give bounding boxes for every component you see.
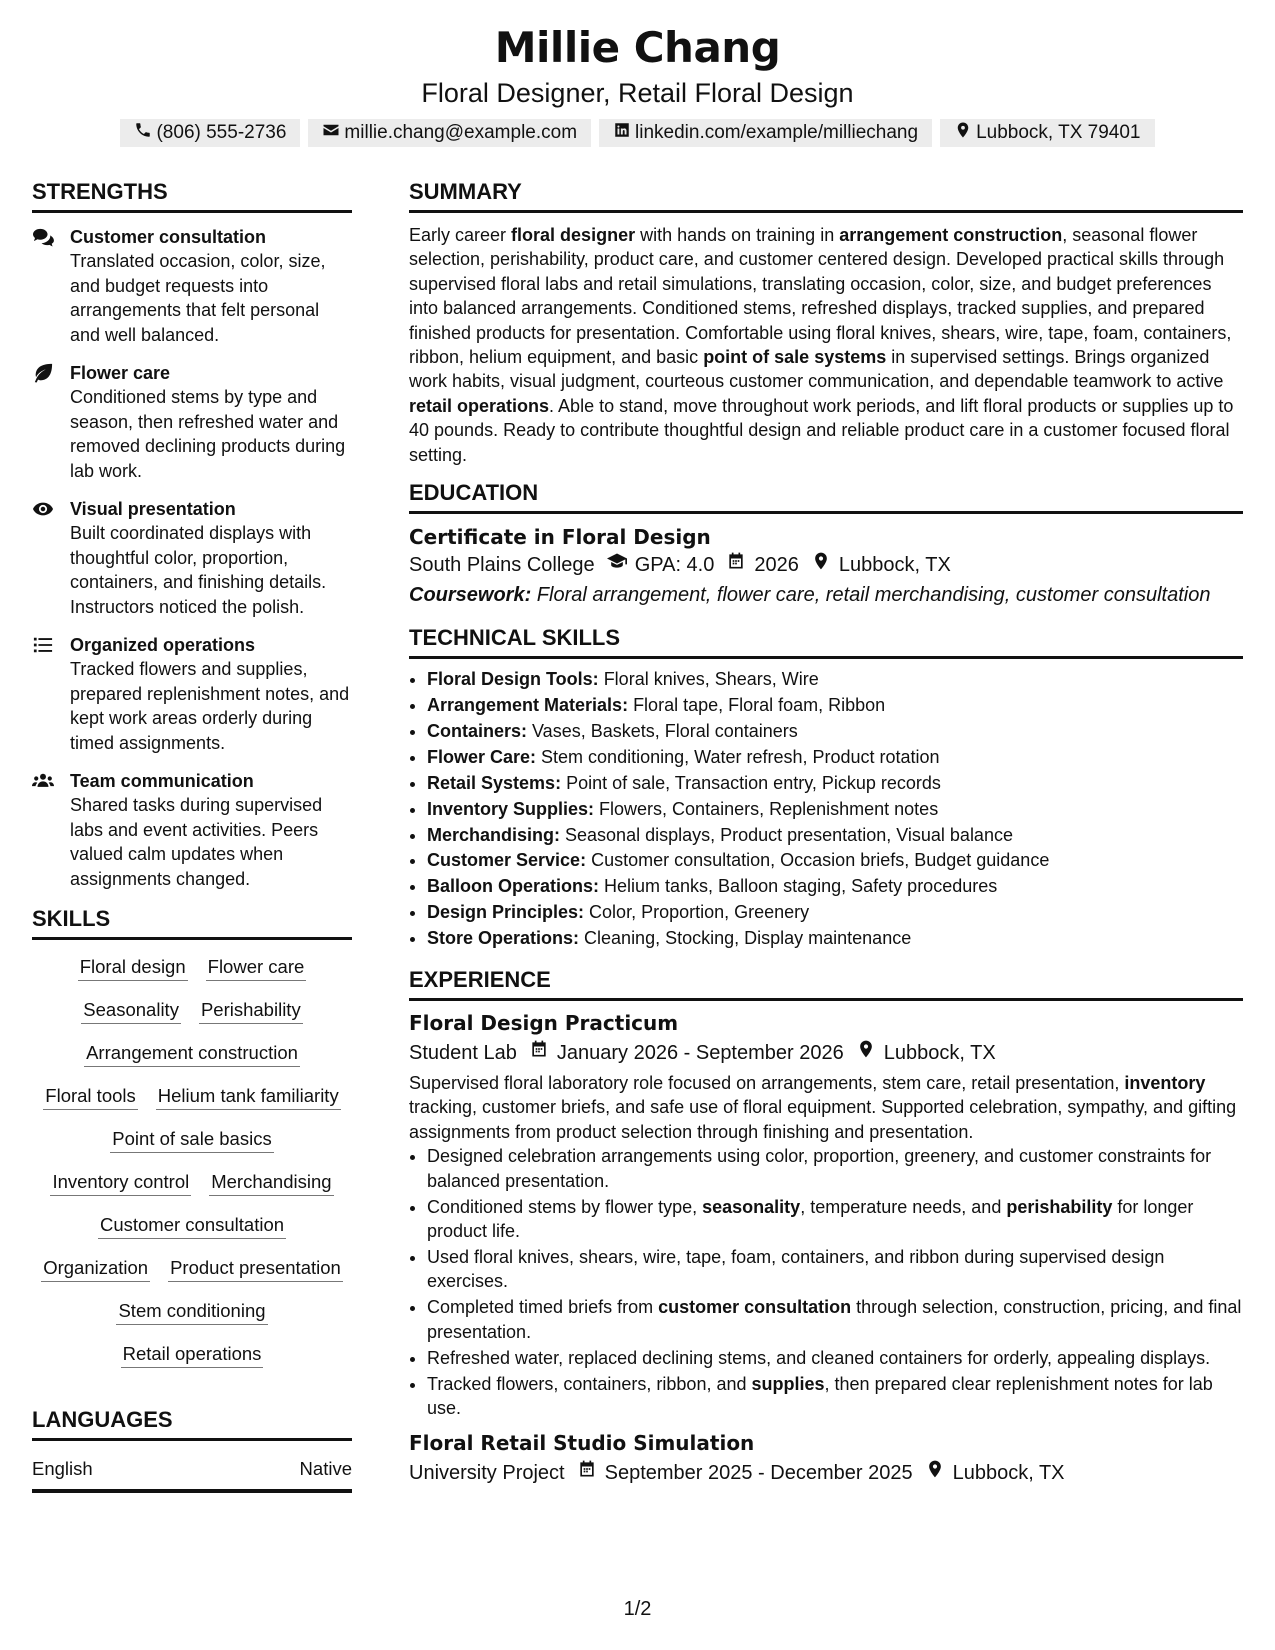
skill-tag: Customer consultation xyxy=(98,1212,286,1239)
skill-label: Balloon Operations: xyxy=(427,876,600,897)
left-column xyxy=(32,178,352,1493)
experience-org: Student Lab xyxy=(409,1042,517,1065)
phone-icon xyxy=(134,121,152,145)
experience-meta xyxy=(409,1037,1243,1069)
eye-icon xyxy=(32,497,70,619)
skill-value: Flowers, Containers, Replenishment notes xyxy=(594,798,939,819)
emphasis-text: floral designer xyxy=(511,225,636,245)
strength-title: Visual presentation xyxy=(70,499,236,519)
text-segment: Completed timed briefs from xyxy=(427,1297,659,1318)
language-level: Native xyxy=(299,1458,352,1479)
languages-heading: LANGUAGES xyxy=(32,1406,352,1441)
experience-entry xyxy=(409,1429,1243,1489)
skill-label: Design Principles: xyxy=(427,902,585,923)
list-item xyxy=(427,719,1243,745)
education-meta xyxy=(409,550,1243,580)
summary-heading: SUMMARY xyxy=(409,178,1243,213)
contact-email[interactable] xyxy=(308,119,591,147)
list-item xyxy=(427,745,1243,771)
calendar-icon xyxy=(565,1457,605,1489)
experience-bullets xyxy=(409,1144,1243,1420)
experience-location: Lubbock, TX xyxy=(883,1042,996,1065)
strength-item xyxy=(32,769,352,891)
contact-linkedin-text: linkedin.com/example/milliechang xyxy=(635,122,919,143)
skill-label: Inventory Supplies: xyxy=(427,798,595,819)
emphasis-text: retail operations xyxy=(409,395,550,416)
emphasis-text: customer consultation xyxy=(658,1297,852,1318)
text-segment: tracking, customer briefs, and safe use of floral equipment. Supported celebration, sympathy, and gifting assignments from product selection through finishing and presentation. xyxy=(409,1097,1237,1142)
skill-tag: Point of sale basics xyxy=(110,1126,273,1153)
strength-title: Team communication xyxy=(70,771,254,791)
text-segment: Designed celebration arrangements using color, proportion, greenery, and customer constraints for balanced presentation. xyxy=(427,1146,1212,1191)
location-pin-icon xyxy=(799,550,839,580)
experience-org: University Project xyxy=(409,1461,565,1484)
skill-label: Merchandising: xyxy=(427,824,561,845)
text-segment: , then prepared clear replenishment notes for lab use. xyxy=(427,1373,1213,1419)
strength-title: Organized operations xyxy=(70,635,256,655)
emphasis-text: seasonality xyxy=(702,1196,801,1217)
text-segment: for longer product life. xyxy=(427,1196,1194,1242)
skill-tag: Floral design xyxy=(78,954,188,981)
list-icon xyxy=(32,633,70,755)
gpa: GPA: 4.0 xyxy=(634,554,715,577)
experience-dates: January 2026 - September 2026 xyxy=(556,1042,844,1065)
coursework-label: Coursework: xyxy=(409,584,532,607)
leaf-icon xyxy=(32,361,70,483)
skills-section xyxy=(32,905,352,1368)
skill-value: Floral tape, Floral foam, Ribbon xyxy=(628,694,886,715)
emphasis-text: inventory xyxy=(1124,1073,1206,1094)
strength-item xyxy=(32,361,352,483)
skill-tag: Organization xyxy=(41,1255,150,1282)
experience-title: Floral Retail Studio Simulation xyxy=(409,1430,755,1455)
text-segment: Early career xyxy=(409,225,512,245)
contact-linkedin[interactable] xyxy=(599,119,932,147)
emphasis-text: supplies xyxy=(751,1373,825,1394)
skill-tag: Retail operations xyxy=(121,1341,264,1368)
list-item xyxy=(427,1346,1243,1370)
list-item xyxy=(427,848,1243,874)
job-title: Floral Designer, Retail Floral Design xyxy=(421,78,854,108)
graduation-year: 2026 xyxy=(754,554,799,577)
summary-text xyxy=(409,223,1243,467)
skill-value: Helium tanks, Balloon staging, Safety procedures xyxy=(599,876,998,897)
skill-value: Customer consultation, Occasion briefs, Budget guidance xyxy=(586,850,1050,871)
list-item xyxy=(427,1295,1243,1344)
skill-label: Arrangement Materials: xyxy=(427,694,629,715)
emphasis-text: arrangement construction xyxy=(839,225,1063,245)
strength-desc: Tracked flowers and supplies, prepared replenishment notes, and kept work areas orderly during timed assignments. xyxy=(70,659,350,753)
list-item xyxy=(427,1245,1243,1294)
text-segment: Supervised floral laboratory role focused on arrangements, stem care, retail presentation, xyxy=(409,1073,1125,1094)
language-name: English xyxy=(32,1458,93,1479)
skill-value: Cleaning, Stocking, Display maintenance xyxy=(579,928,912,949)
experience-description xyxy=(409,1071,1243,1144)
strength-item xyxy=(32,497,352,619)
calendar-icon xyxy=(714,550,754,580)
experience-location: Lubbock, TX xyxy=(952,1461,1065,1484)
list-item xyxy=(427,874,1243,900)
skill-value: Color, Proportion, Greenery xyxy=(584,902,810,923)
list-item xyxy=(427,693,1243,719)
experience-dates: September 2025 - December 2025 xyxy=(604,1461,913,1484)
list-item xyxy=(427,926,1243,952)
strength-title: Flower care xyxy=(70,363,171,383)
strength-desc: Shared tasks during supervised labs and event activities. Peers valued calm updates when assignments changed. xyxy=(70,795,323,889)
strengths-section xyxy=(32,178,352,891)
text-segment: Used floral knives, shears, wire, tape, foam, containers, and ribbon during supervised design exercises. xyxy=(427,1247,1165,1292)
contact-location xyxy=(940,119,1154,147)
list-item xyxy=(427,823,1243,849)
location-pin-icon xyxy=(844,1037,884,1069)
text-segment: Tracked flowers, containers, ribbon, and xyxy=(427,1373,752,1394)
skill-tag: Stem conditioning xyxy=(116,1298,267,1325)
skill-label: Retail Systems: xyxy=(427,772,562,793)
experience-meta xyxy=(409,1457,1243,1489)
text-segment: Conditioned stems by flower type, xyxy=(427,1196,703,1217)
candidate-name: Millie Chang xyxy=(494,23,781,72)
skill-label: Customer Service: xyxy=(427,850,587,871)
text-segment: , temperature needs, and xyxy=(800,1196,1007,1217)
experience-section xyxy=(409,966,1243,1489)
page-number: 1/2 xyxy=(623,1598,652,1620)
skill-tag: Perishability xyxy=(199,997,303,1024)
technical-skills-list xyxy=(409,667,1243,952)
skill-label: Containers: xyxy=(427,720,528,741)
skill-tag: Floral tools xyxy=(43,1083,137,1110)
skill-tag: Inventory control xyxy=(50,1169,191,1196)
location-pin-icon xyxy=(913,1457,953,1489)
strength-desc: Conditioned stems by type and season, then refreshed water and removed declining products during lab work. xyxy=(70,387,346,481)
degree-title: Certificate in Floral Design xyxy=(409,525,711,550)
location-pin-icon xyxy=(954,121,972,145)
calendar-icon xyxy=(517,1037,557,1069)
contact-phone-text: (806) 555-2736 xyxy=(156,122,287,143)
experience-title: Floral Design Practicum xyxy=(409,1011,679,1036)
skill-value: Point of sale, Transaction entry, Pickup records xyxy=(561,772,941,793)
skill-value: Vases, Baskets, Floral containers xyxy=(527,720,798,741)
text-segment: , seasonal flower selection, perishability, product care, and customer centered design. Developed practical skills through supervised floral labs and retail simulations, translating occasion, color, size, and budget preferences into balanced arrangements. Conditioned stems, refreshed displays, tracked supplies, and prepared finished products for presentation. Comfortable using floral knives, shears, wire, tape, foam, containers, ribbon, helium equipment, and basic xyxy=(409,225,1232,368)
skill-label: Floral Design Tools: xyxy=(427,669,599,690)
skill-tag: Arrangement construction xyxy=(84,1040,300,1067)
right-column xyxy=(409,178,1243,1489)
skill-label: Flower Care: xyxy=(427,746,537,767)
resume-header xyxy=(0,22,1275,147)
list-item xyxy=(427,797,1243,823)
list-item xyxy=(427,667,1243,693)
list-item xyxy=(427,1372,1243,1421)
summary-section xyxy=(409,178,1243,467)
language-row xyxy=(32,1457,352,1493)
contact-phone[interactable] xyxy=(120,119,300,147)
list-item xyxy=(427,771,1243,797)
skill-tag: Product presentation xyxy=(168,1255,343,1282)
list-item xyxy=(427,900,1243,926)
strength-item xyxy=(32,225,352,347)
coursework xyxy=(409,580,1243,610)
contact-location-text: Lubbock, TX 79401 xyxy=(976,122,1141,143)
education-section xyxy=(409,479,1243,610)
strengths-heading: STRENGTHS xyxy=(32,178,352,213)
list-item xyxy=(427,1195,1243,1244)
skill-label: Store Operations: xyxy=(427,928,580,949)
strength-desc: Translated occasion, color, size, and budget requests into arrangements that felt personal and well balanced. xyxy=(70,251,326,345)
text-segment: with hands on training in xyxy=(635,225,840,245)
skill-tag: Helium tank familiarity xyxy=(156,1083,341,1110)
contact-bar xyxy=(0,119,1275,147)
graduation-cap-icon xyxy=(595,550,635,580)
skill-tag: Merchandising xyxy=(209,1169,333,1196)
experience-entry xyxy=(409,1009,1243,1421)
envelope-icon xyxy=(322,121,340,145)
emphasis-text: point of sale systems xyxy=(703,347,887,368)
strength-item xyxy=(32,633,352,755)
technical-skills-heading: TECHNICAL SKILLS xyxy=(409,624,1243,659)
skill-value: Stem conditioning, Water refresh, Product rotation xyxy=(536,746,940,767)
comments-icon xyxy=(32,225,70,347)
skills-heading: SKILLS xyxy=(32,905,352,940)
users-icon xyxy=(32,769,70,891)
languages-section xyxy=(32,1406,352,1493)
text-segment: through selection, construction, pricing, and final presentation. xyxy=(427,1297,1242,1342)
text-segment: Refreshed water, replaced declining stems, and cleaned containers for orderly, appealing displays. xyxy=(427,1347,1211,1368)
strength-desc: Built coordinated displays with thoughtful color, proportion, containers, and finishing details. Instructors noticed the polish. xyxy=(70,523,327,617)
skill-tag: Seasonality xyxy=(81,997,181,1024)
skill-value: Floral knives, Shears, Wire xyxy=(598,669,819,690)
technical-skills-section xyxy=(409,624,1243,952)
school-name: South Plains College xyxy=(409,554,595,577)
strength-title: Customer consultation xyxy=(70,227,267,247)
education-heading: EDUCATION xyxy=(409,479,1243,514)
school-location: Lubbock, TX xyxy=(838,554,951,577)
contact-email-text: millie.chang@example.com xyxy=(344,122,578,143)
skill-tag: Flower care xyxy=(206,954,307,981)
linkedin-icon xyxy=(613,121,631,145)
text-segment: . Able to stand, move throughout work periods, and lift floral products or supplies up to 40 pounds. Ready to contribute thoughtful design and reliable product care in a customer focused floral setting. xyxy=(409,395,1234,465)
experience-heading: EXPERIENCE xyxy=(409,966,1243,1001)
list-item xyxy=(427,1144,1243,1193)
emphasis-text: perishability xyxy=(1006,1196,1113,1217)
text-segment: in supervised settings. Brings organized work habits, visual judgment, courteous customer communication, and dependable teamwork to active xyxy=(409,347,1224,392)
skill-value: Seasonal displays, Product presentation, Visual balance xyxy=(560,824,1013,845)
coursework-list: Floral arrangement, flower care, retail merchandising, customer consultation xyxy=(531,584,1211,607)
